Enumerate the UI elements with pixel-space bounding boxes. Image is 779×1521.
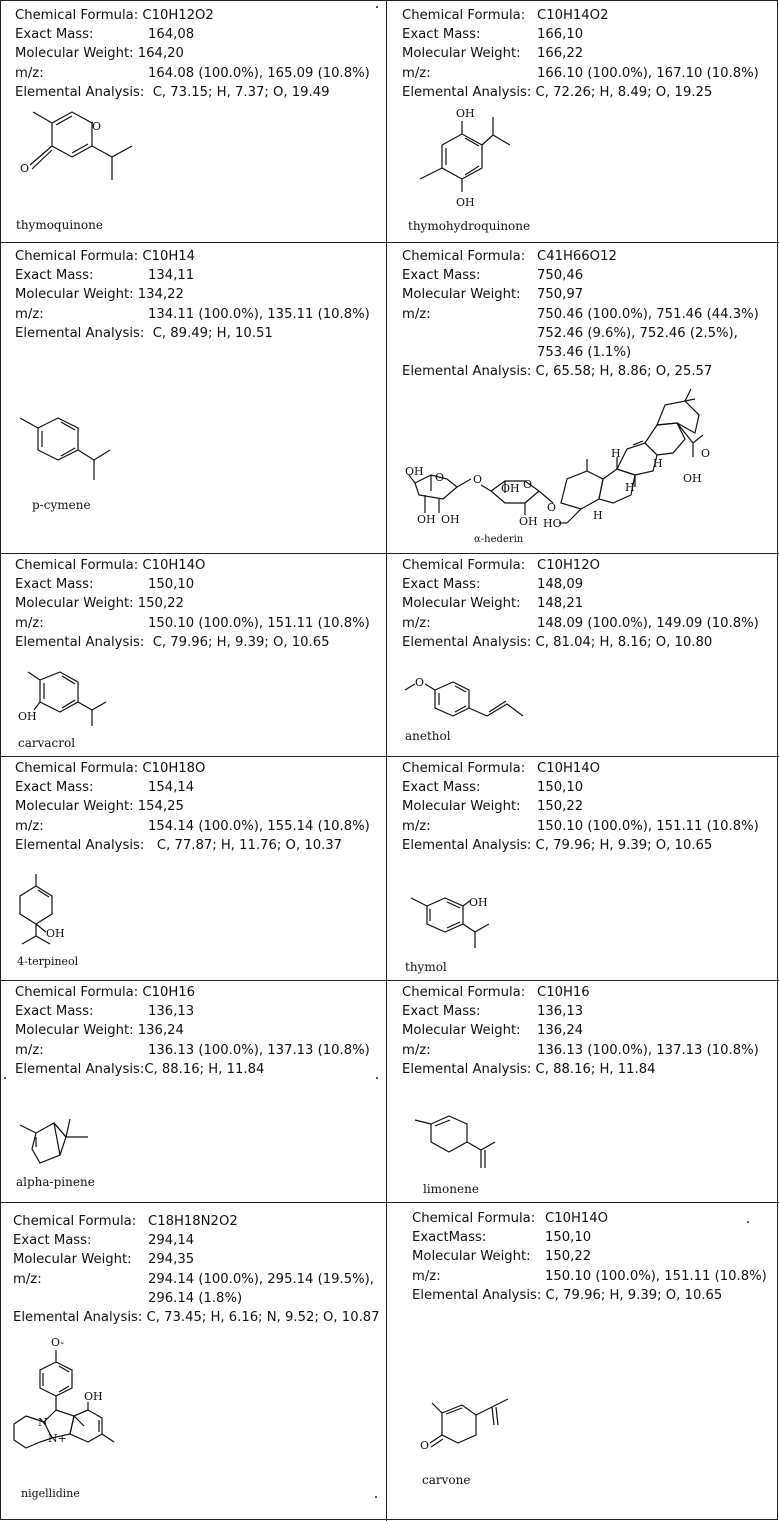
compound-name: thymoquinone <box>16 218 103 232</box>
molecular-weight-row: Molecular Weight: 166,22 <box>402 46 584 62</box>
limonene-structure <box>395 1108 515 1178</box>
property-block <box>15 247 370 343</box>
mz-row: m/z: 154.14 (100.0%), 155.14 (10.8%) <box>15 818 370 834</box>
atom-label: OH <box>84 1390 103 1403</box>
formula-row: Chemical Formula: C10H14 <box>15 249 196 264</box>
elemental-analysis-row: Elemental Analysis: C, 79.96; H, 9.39; O, 10.65 <box>15 634 330 650</box>
4-terpineol-structure <box>0 870 90 960</box>
property-block <box>15 983 370 1079</box>
atom-label: OH <box>456 107 475 120</box>
stray-mark <box>4 1077 6 1079</box>
mz-row: m/z: 134.11 (100.0%), 135.11 (10.8%) <box>15 306 370 322</box>
mz-row: m/z: 750.46 (100.0%), 751.46 (44.3%) 752.46 (9.6%), 752.46 (2.5%), 753.46 (1.1%) <box>402 306 759 361</box>
thymol-structure <box>395 890 505 955</box>
stray-mark <box>376 1077 378 1079</box>
compound-name: nigellidine <box>21 1487 80 1500</box>
alpha-hederin-structure <box>395 395 725 535</box>
formula-row: Chemical Formula: C10H16 <box>15 985 196 1000</box>
compound-name: carvone <box>422 1473 471 1487</box>
anethol-structure <box>395 672 535 732</box>
nigellidine-structure <box>0 1330 120 1470</box>
exact-mass-row: Exact Mass: 136,13 <box>402 1004 584 1020</box>
exact-mass-row: Exact Mass: 148,09 <box>402 577 584 593</box>
atom-label: O <box>523 478 533 491</box>
mz-row: m/z: 164.08 (100.0%), 165.09 (10.8%) <box>15 65 370 81</box>
property-block <box>402 247 772 381</box>
elemental-analysis-row: Elemental Analysis: C, 65.58; H, 8.86; O, 25.57 <box>402 364 713 380</box>
elemental-analysis-row: Elemental Analysis: C, 88.16; H, 11.84 <box>15 1061 265 1077</box>
mz-row: m/z: 294.14 (100.0%), 295.14 (19.5%), 296.14 (1.8%) <box>13 1271 375 1306</box>
p-cymene-structure <box>0 410 130 490</box>
elemental-analysis-row: Elemental Analysis: C, 77.87; H, 11.76; O, 10.37 <box>15 837 343 853</box>
compound-name: α-hederin <box>474 534 524 545</box>
atom-label: N <box>38 1416 48 1429</box>
atom-label: O <box>20 162 30 175</box>
formula-row: Chemical Formula: C10H12O2 <box>15 6 370 25</box>
molecular-weight-row: Molecular Weight: 294,35 <box>13 1252 195 1268</box>
atom-label: HO <box>543 517 562 530</box>
formula-row: Chemical Formula: C10H16 <box>402 985 590 1000</box>
atom-label: H <box>611 447 621 460</box>
stray-mark <box>375 1496 377 1498</box>
atom-label: O- <box>51 1336 65 1349</box>
property-block <box>412 1209 767 1305</box>
atom-label: H <box>653 457 663 470</box>
property-block <box>402 759 759 855</box>
molecular-weight-row: Molecular Weight: 150,22 <box>412 1249 592 1265</box>
compound-name: limonene <box>423 1182 479 1196</box>
compound-name: alpha-pinene <box>16 1175 95 1189</box>
atom-label: OH <box>405 465 424 478</box>
atom-label: OH <box>18 710 37 723</box>
elemental-analysis-row: Elemental Analysis: C, 79.96; H, 9.39; O, 10.65 <box>412 1287 723 1303</box>
exact-mass-row: Exact Mass: 166,10 <box>402 27 584 43</box>
compound-name: 4-terpineol <box>17 955 79 968</box>
elemental-analysis-row: Elemental Analysis: C, 73.45; H, 6.16; N, 9.52; O, 10.87 <box>13 1310 380 1326</box>
mz-row: m/z: 136.13 (100.0%), 137.13 (10.8%) <box>15 1042 370 1058</box>
formula-row: Chemical Formula: C41H66O12 <box>402 249 617 264</box>
molecular-weight-row: Molecular Weight: 136,24 <box>402 1023 584 1039</box>
elemental-analysis-row: Elemental Analysis: C, 73.15; H, 7.37; O, 19.49 <box>15 84 330 100</box>
mz-row: m/z: 148.09 (100.0%), 149.09 (10.8%) <box>402 615 759 631</box>
carvone-structure <box>412 1395 532 1475</box>
exact-mass-row: Exact Mass: 154,14 <box>15 780 195 796</box>
compound-name: p-cymene <box>32 498 91 512</box>
molecular-weight-row: Molecular Weight: 134,22 <box>15 287 184 303</box>
molecular-weight-row: Molecular Weight: 750,97 <box>402 287 584 303</box>
alpha-pinene-structure <box>0 1115 110 1175</box>
formula-row: Chemical Formula: C10H14O2 <box>402 8 609 23</box>
mz-row: m/z: 150.10 (100.0%), 151.11 (10.8%) <box>15 615 370 631</box>
exact-mass-row: Exact Mass: 164,08 <box>15 27 195 43</box>
exact-mass-row: Exact Mass: 150,10 <box>402 780 584 796</box>
atom-label: O <box>92 120 102 133</box>
elemental-analysis-row: Elemental Analysis: C, 89.49; H, 10.51 <box>15 325 273 341</box>
formula-row: Chemical Formula: C10H14O <box>402 761 601 776</box>
compound-name: carvacrol <box>18 736 76 750</box>
carvacrol-structure <box>0 668 120 728</box>
elemental-analysis-row: Elemental Analysis: C, 88.16; H, 11.84 <box>402 1061 656 1077</box>
atom-label: OH <box>683 472 702 485</box>
exact-mass-row: ExactMass: 150,10 <box>412 1230 592 1246</box>
atom-label: H <box>625 481 635 494</box>
atom-label: OH <box>469 896 488 909</box>
exact-mass-row: Exact Mass: 150,10 <box>15 577 195 593</box>
formula-row: Chemical Formula: C10H18O <box>15 761 206 776</box>
molecular-weight-row: Molecular Weight: 148,21 <box>402 596 584 612</box>
atom-label: OH <box>417 513 436 526</box>
atom-label: OH <box>46 927 65 940</box>
mz-row: m/z: 150.10 (100.0%), 151.11 (10.8%) <box>402 818 759 834</box>
atom-label: H <box>593 509 603 522</box>
elemental-analysis-row: Elemental Analysis: C, 81.04; H, 8.16; O, 10.80 <box>402 634 713 650</box>
elemental-analysis-row: Elemental Analysis: C, 72.26; H, 8.49; O, 19.25 <box>402 84 713 100</box>
mz-row: m/z: 150.10 (100.0%), 151.11 (10.8%) <box>412 1268 767 1284</box>
formula-row: Chemical Formula: C18H18N2O2 <box>13 1214 238 1229</box>
atom-label: O <box>701 447 711 460</box>
property-block <box>13 1212 386 1327</box>
molecular-weight-row: Molecular Weight: 136,24 <box>15 1023 184 1039</box>
elemental-analysis-row: Elemental Analysis: C, 79.96; H, 9.39; O, 10.65 <box>402 837 713 853</box>
exact-mass-row: Exact Mass: 136,13 <box>15 1004 195 1020</box>
compound-cell <box>0 243 386 553</box>
atom-label: OH <box>441 513 460 526</box>
atom-label: OH <box>519 515 538 528</box>
compound-name: anethol <box>405 729 451 743</box>
molecular-weight-row: Molecular Weight: 150,22 <box>402 799 584 815</box>
exact-mass-row: Exact Mass: 294,14 <box>13 1233 195 1249</box>
stray-mark <box>747 1221 749 1223</box>
atom-label: O <box>415 676 425 689</box>
exact-mass-row: Exact Mass: 134,11 <box>15 268 195 284</box>
mz-row: m/z: 136.13 (100.0%), 137.13 (10.8%) <box>402 1042 759 1058</box>
compound-name: thymohydroquinone <box>408 219 531 233</box>
atom-label: O <box>435 471 445 484</box>
property-block <box>402 983 759 1079</box>
formula-row: Chemical Formula: C10H12O <box>402 558 601 573</box>
property-block <box>15 556 370 652</box>
atom-label: O <box>473 473 483 486</box>
molecular-weight-row: Molecular Weight: 154,25 <box>15 799 184 815</box>
thymoquinone-structure <box>0 100 150 210</box>
exact-mass-row: Exact Mass: 750,46 <box>402 268 584 284</box>
atom-label: OH <box>501 482 520 495</box>
formula-row: Chemical Formula: C10H14O <box>15 558 206 573</box>
atom-label: OH <box>456 196 475 209</box>
formula-value: C10H12O2 <box>142 8 214 23</box>
mz-row: m/z: 166.10 (100.0%), 167.10 (10.8%) <box>402 65 759 81</box>
atom-label: O <box>420 1439 430 1452</box>
compound-name: thymol <box>405 960 447 974</box>
stray-mark <box>376 6 378 8</box>
property-block <box>15 6 370 102</box>
formula-row: Chemical Formula: C10H14O <box>412 1211 609 1226</box>
property-block <box>15 759 370 855</box>
property-block <box>402 6 759 102</box>
molecular-weight-row: Molecular Weight: 150,22 <box>15 596 184 612</box>
property-block <box>402 556 759 652</box>
molecular-weight-row: Molecular Weight: 164,20 <box>15 46 184 62</box>
thymohydroquinone-structure <box>390 107 530 215</box>
atom-label: N+ <box>48 1432 67 1445</box>
atom-label: O <box>547 501 557 514</box>
